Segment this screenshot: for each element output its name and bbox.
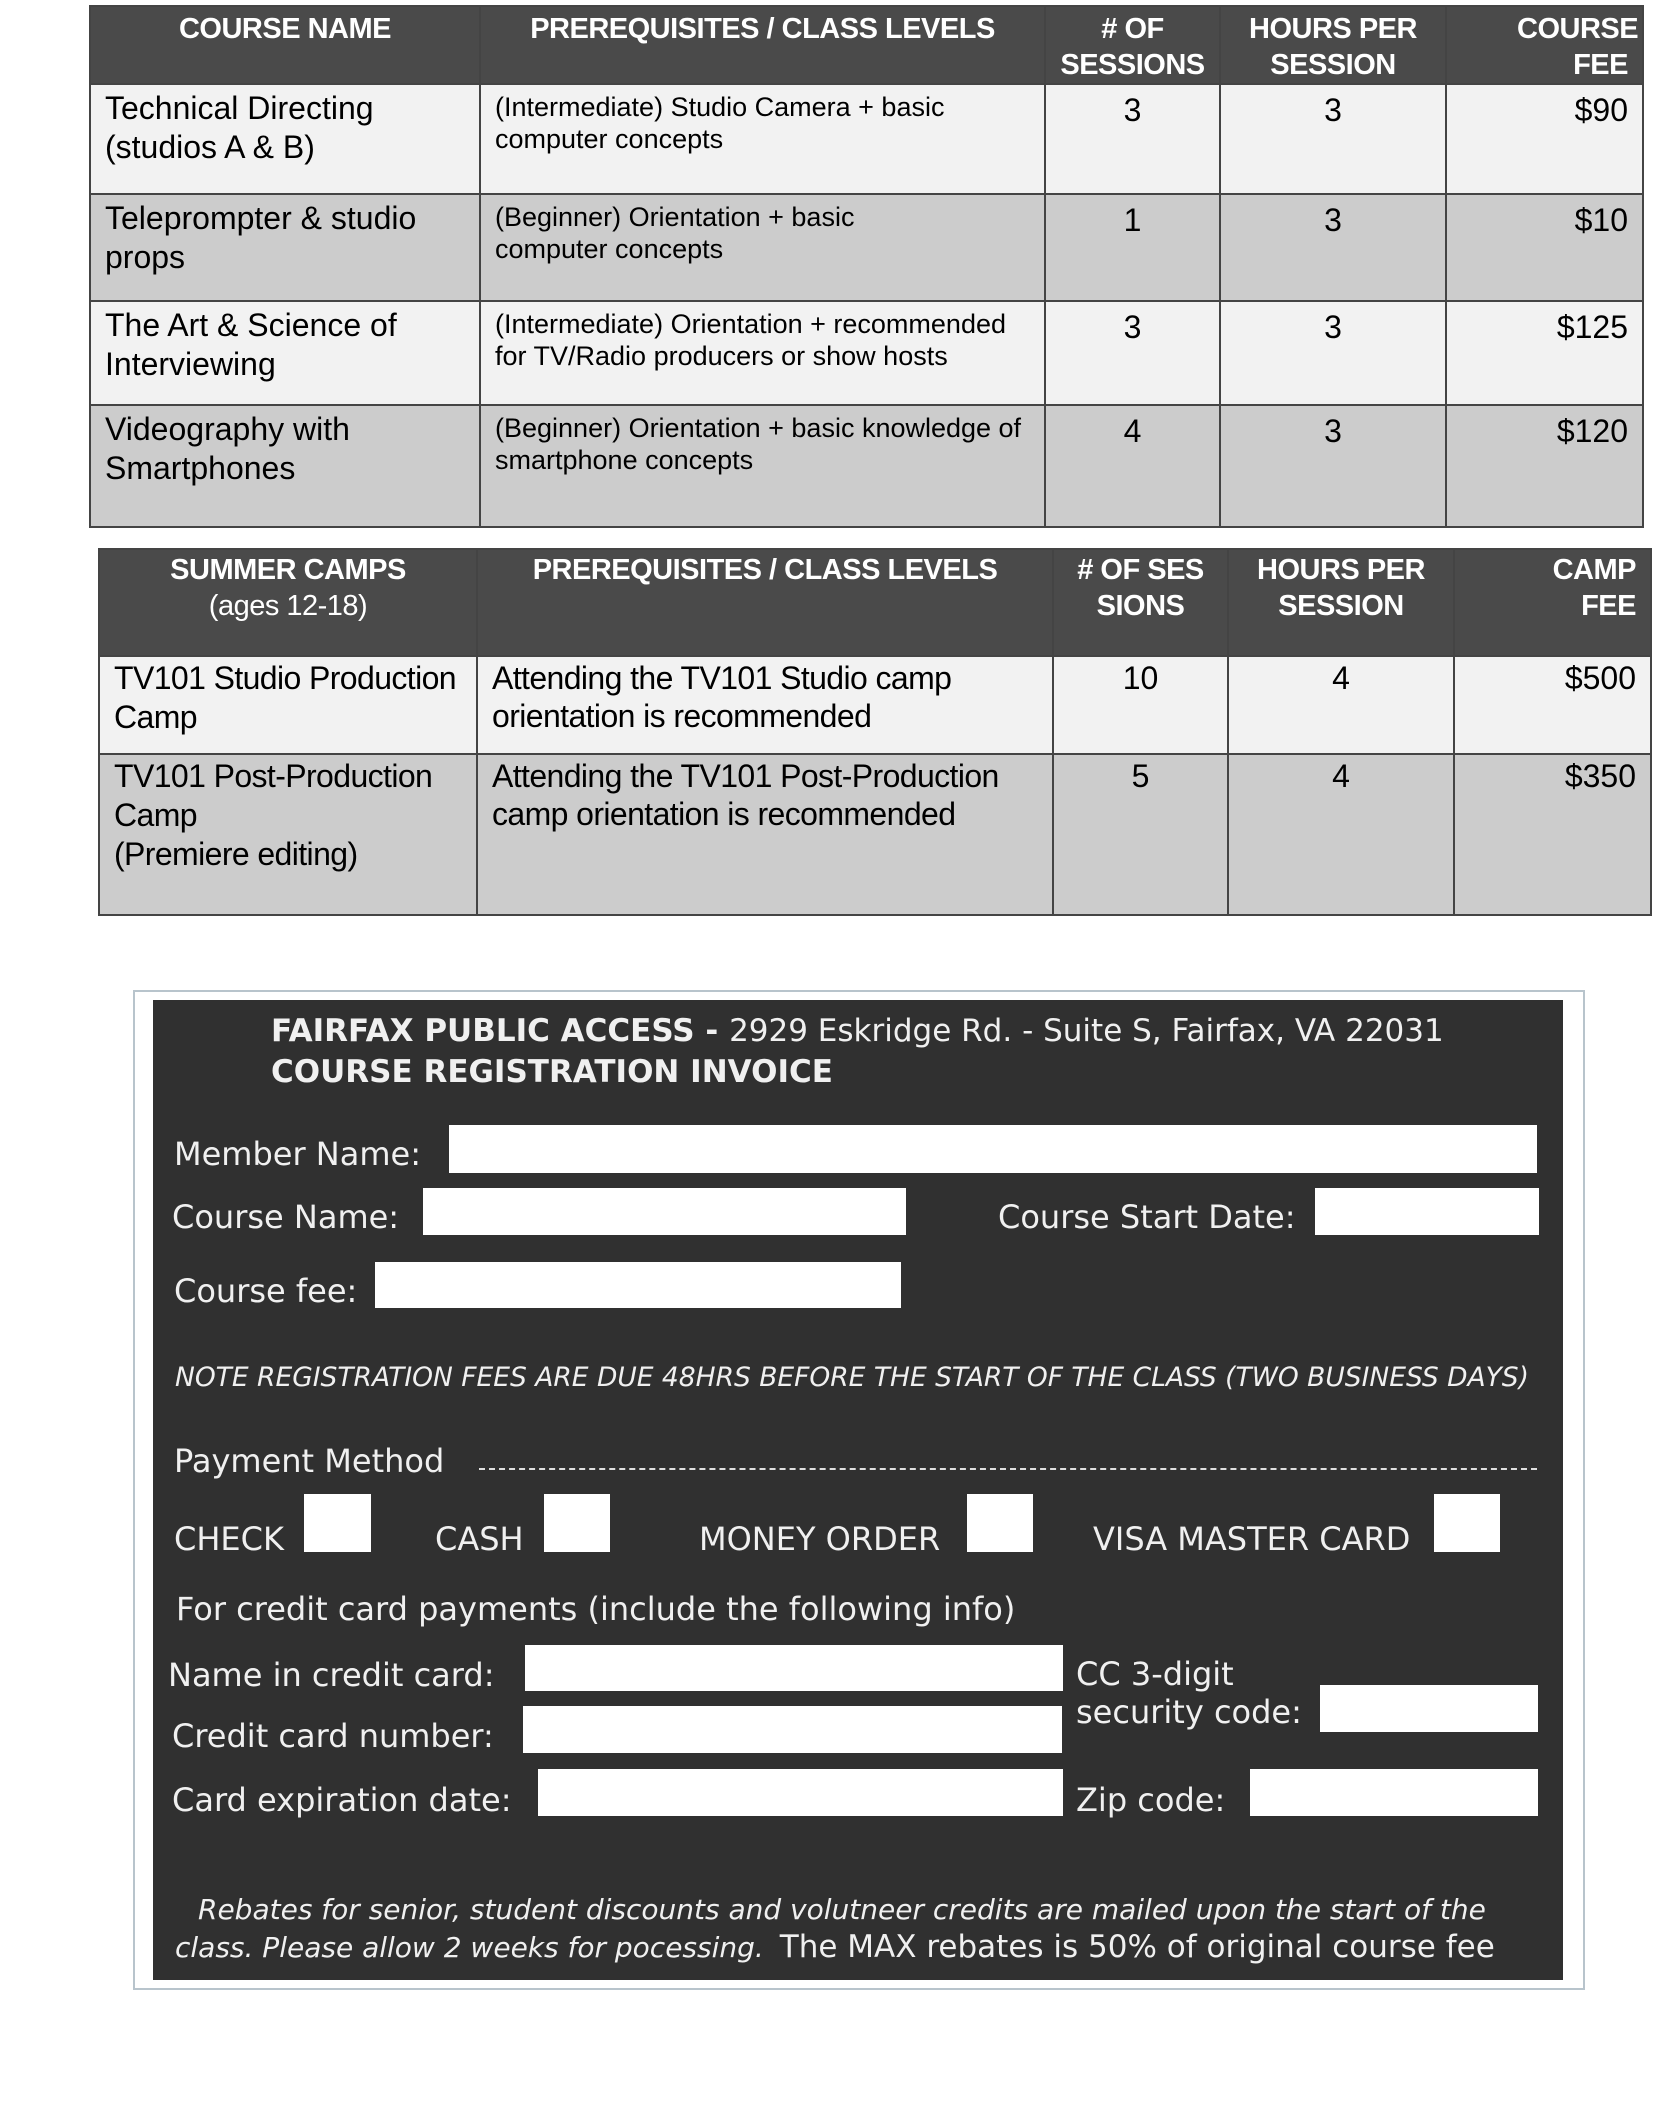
course-name-field[interactable]	[423, 1188, 906, 1235]
course-sessions: 3	[1045, 301, 1220, 405]
cc-security-code-field[interactable]	[1320, 1685, 1538, 1732]
name-in-card-label: Name in credit card:	[168, 1656, 495, 1694]
course-name: The Art & Science of Interviewing	[90, 301, 480, 405]
header-hours: HOURS PER SESSION	[1228, 549, 1454, 656]
course-prereq: (Intermediate) Studio Camera + basic computer concepts	[480, 84, 1045, 194]
table-row	[90, 194, 1643, 301]
summer-camps-title: SUMMER CAMPS	[170, 554, 406, 586]
camp-hours: 4	[1228, 754, 1454, 915]
table-row	[99, 754, 1651, 915]
header-prerequisites: PREREQUISITES / CLASS LEVELS	[477, 549, 1053, 656]
course-fee: $90	[1446, 84, 1643, 194]
course-sessions: 4	[1045, 405, 1220, 527]
cash-checkbox[interactable]	[544, 1494, 610, 1552]
check-label: CHECK	[174, 1520, 284, 1558]
credit-card-info-label: For credit card payments (include the following info)	[176, 1590, 1016, 1628]
cash-label: CASH	[435, 1520, 524, 1558]
course-fee-field[interactable]	[375, 1262, 901, 1308]
header-hours: HOURS PER SESSION	[1220, 6, 1446, 84]
summer-camps-ages: (ages 12-18)	[208, 590, 368, 622]
header-sessions: # OF SESSIONS	[1045, 6, 1220, 84]
table-row	[90, 301, 1643, 405]
expiration-field[interactable]	[538, 1769, 1063, 1816]
invoice-title: COURSE REGISTRATION INVOICE	[271, 1054, 833, 1090]
cc-code-label-1: CC 3-digit	[1076, 1655, 1234, 1693]
course-hours: 3	[1220, 194, 1446, 301]
camp-hours: 4	[1228, 656, 1454, 754]
camp-prereq: Attending the TV101 Post-Production camp orientation is recommended	[477, 754, 1053, 915]
camp-name-cell	[99, 754, 477, 915]
course-prereq: (Beginner) Orientation + basic knowledge of smartphone concepts	[480, 405, 1045, 527]
payment-method-label: Payment Method	[174, 1442, 445, 1480]
course-name: Videography with Smartphones	[90, 405, 480, 527]
course-hours: 3	[1220, 405, 1446, 527]
course-name: Teleprompter & studio props	[90, 194, 480, 301]
org-address: 2929 Eskridge Rd. - Suite S, Fairfax, VA 22031	[729, 1013, 1444, 1049]
header-sessions: # OF SESSIONS	[1053, 549, 1228, 656]
course-hours: 3	[1220, 84, 1446, 194]
money-order-label: MONEY ORDER	[699, 1520, 941, 1558]
cc-code-label-2: security code:	[1076, 1693, 1302, 1731]
processing-note: class. Please allow 2 weeks for pocessing.	[175, 1931, 764, 1964]
camp-sessions: 10	[1053, 656, 1228, 754]
camp-name: TV101 Post-Production Camp	[114, 758, 433, 833]
visa-mastercard-label: VISA MASTER CARD	[1093, 1520, 1411, 1558]
org-name: FAIRFAX PUBLIC ACCESS -	[271, 1013, 730, 1049]
camp-prereq: Attending the TV101 Studio camp orientation is recommended	[477, 656, 1053, 754]
max-rebate-note: The MAX rebates is 50% of original course fee	[779, 1929, 1495, 1965]
zip-code-field[interactable]	[1250, 1769, 1538, 1816]
course-prereq: (Beginner) Orientation + basic computer concepts	[480, 194, 1045, 301]
cc-number-label: Credit card number:	[172, 1717, 494, 1755]
course-start-date-label: Course Start Date:	[998, 1198, 1296, 1236]
payment-divider	[479, 1468, 1537, 1470]
expiration-label: Card expiration date:	[172, 1781, 512, 1819]
course-sessions: 3	[1045, 84, 1220, 194]
header-course-name: COURSE NAME	[90, 6, 480, 84]
course-name-label: Course Name:	[172, 1198, 400, 1236]
course-prereq: (Intermediate) Orientation + recommended for TV/Radio producers or show hosts	[480, 301, 1045, 405]
rebate-note-line-2	[175, 1929, 1495, 1965]
course-fee: $120	[1446, 405, 1643, 527]
check-checkbox[interactable]	[304, 1494, 371, 1552]
credit-card-checkbox[interactable]	[1434, 1494, 1500, 1552]
member-name-label: Member Name:	[174, 1135, 421, 1173]
header-prerequisites: PREREQUISITES / CLASS LEVELS	[480, 6, 1045, 84]
cc-number-field[interactable]	[523, 1706, 1062, 1753]
course-fee: $125	[1446, 301, 1643, 405]
money-order-checkbox[interactable]	[967, 1494, 1033, 1552]
course-hours: 3	[1220, 301, 1446, 405]
table-row	[99, 656, 1651, 754]
course-fee: $10	[1446, 194, 1643, 301]
registration-note: NOTE REGISTRATION FEES ARE DUE 48HRS BEFORE THE START OF THE CLASS (TWO BUSINESS DAYS)	[175, 1362, 1529, 1393]
camp-name-detail: (Premiere editing)	[114, 836, 358, 872]
invoice-header-line	[271, 1013, 1444, 1049]
header-course-fee: COURSE FEE	[1446, 6, 1643, 84]
camps-table	[98, 548, 1652, 916]
camp-name: TV101 Studio Production Camp	[99, 656, 477, 754]
header-camp-fee: CAMP FEE	[1454, 549, 1651, 656]
member-name-field[interactable]	[449, 1125, 1537, 1173]
course-name: Technical Directing (studios A & B)	[90, 84, 480, 194]
rebate-note-line-1: Rebates for senior, student discounts and volutneer credits are mailed upon the start of the	[198, 1893, 1486, 1926]
table-row	[90, 405, 1643, 527]
camp-sessions: 5	[1053, 754, 1228, 915]
camp-fee: $350	[1454, 754, 1651, 915]
course-start-date-field[interactable]	[1315, 1188, 1539, 1235]
course-fee-label: Course fee:	[174, 1272, 358, 1310]
zip-code-label: Zip code:	[1076, 1781, 1226, 1819]
header-summer-camps	[99, 549, 477, 656]
courses-table	[89, 5, 1644, 528]
camp-fee: $500	[1454, 656, 1651, 754]
registration-invoice	[153, 1000, 1563, 1980]
course-sessions: 1	[1045, 194, 1220, 301]
name-in-card-field[interactable]	[525, 1645, 1063, 1691]
table-row	[90, 84, 1643, 194]
